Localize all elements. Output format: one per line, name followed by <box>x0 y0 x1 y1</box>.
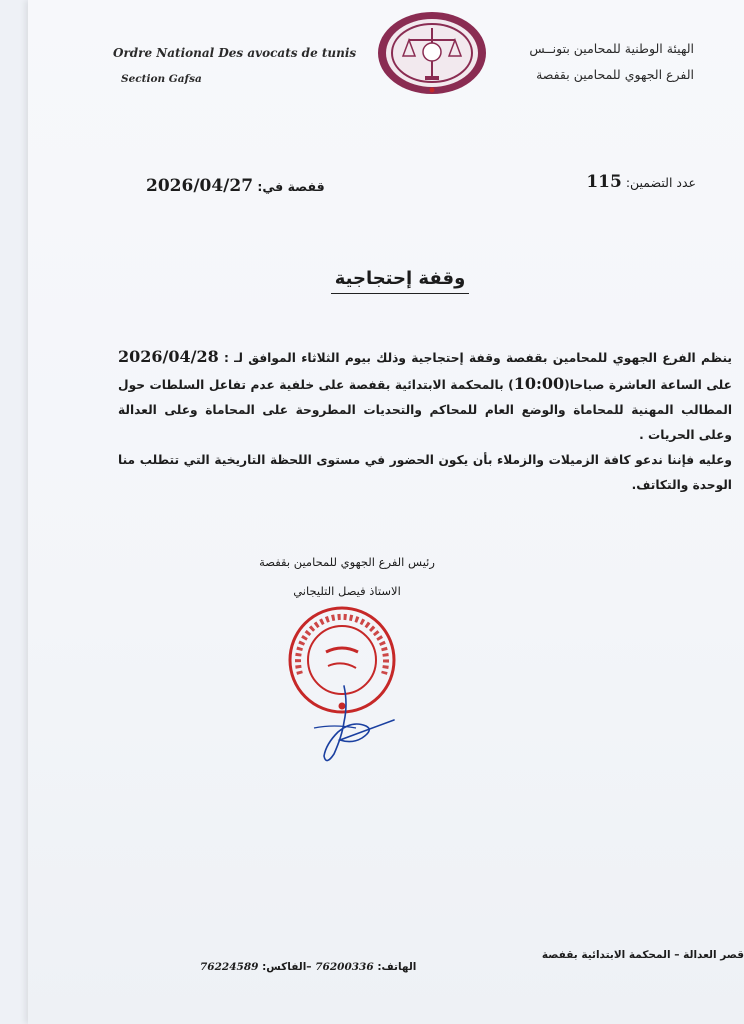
branch-name-arabic: الفرع الجهوي للمحامين بقفصة <box>536 67 694 82</box>
event-time: 10:00 <box>513 374 565 393</box>
org-name-arabic: الهيئة الوطنية للمحامين بتونــس <box>529 41 694 56</box>
reference-value: 115 <box>586 172 622 192</box>
fax-label: –الفاكس: <box>262 961 312 973</box>
section-name-french: Section Gafsa <box>121 73 202 85</box>
fax-number: 76224589 <box>200 961 259 973</box>
footer-address: قصر العدالة – المحكمة الابتدائية بقفصة <box>541 949 744 961</box>
event-date: 2026/04/28 <box>118 347 219 366</box>
reference-label: عدد التضمين: <box>625 175 696 190</box>
letter-sheet <box>28 0 744 1024</box>
signatory-name: الاستاذ فيصل التليجاني <box>293 584 401 598</box>
letter-body <box>118 344 732 498</box>
reference-number <box>586 172 696 192</box>
document-title: وقفة إحتجاجية <box>28 268 744 289</box>
signature-block <box>242 548 452 606</box>
bar-association-logo <box>377 10 487 96</box>
footer-contact <box>200 961 416 973</box>
letter-date <box>146 176 325 196</box>
body-paragraph-1: ينظم الفرع الجهوي للمحامين بقفصة وقفة إحتجاجية وذلك بيوم الثلاثاء الموافق لـ : 2026/04/28 على الساعة العاشرة صباحا(10:00) بالمحكمة الابتدائية بقفصة على خلفية عدم تفاعل السلطات حول المطالب المهنية للمحاماة والوضع العام للمحاكم والتحديات المطروحة على المحاماة وعلى العدالة وعلى الحريات . <box>118 347 732 442</box>
phone-label: الهاتف: <box>377 961 417 973</box>
header-arabic <box>529 36 694 88</box>
header-french <box>113 46 356 85</box>
phone-number: 76200336 <box>315 961 374 973</box>
date-value: 2026/04/27 <box>146 176 254 196</box>
signatory-role: رئيس الفرع الجهوي للمحامين بقفصة <box>259 555 435 569</box>
handwritten-signature <box>304 684 404 764</box>
date-label: قفصة في: <box>257 179 325 194</box>
org-name-french: Ordre National Des avocats de tunis <box>113 46 357 60</box>
body-paragraph-2: وعليه فإننا ندعو كافة الزميلات والزملاء بأن يكون الحضور في مستوى اللحظة التاريخية التي تتطلب منا الوحدة والتكاتف. <box>118 453 732 492</box>
